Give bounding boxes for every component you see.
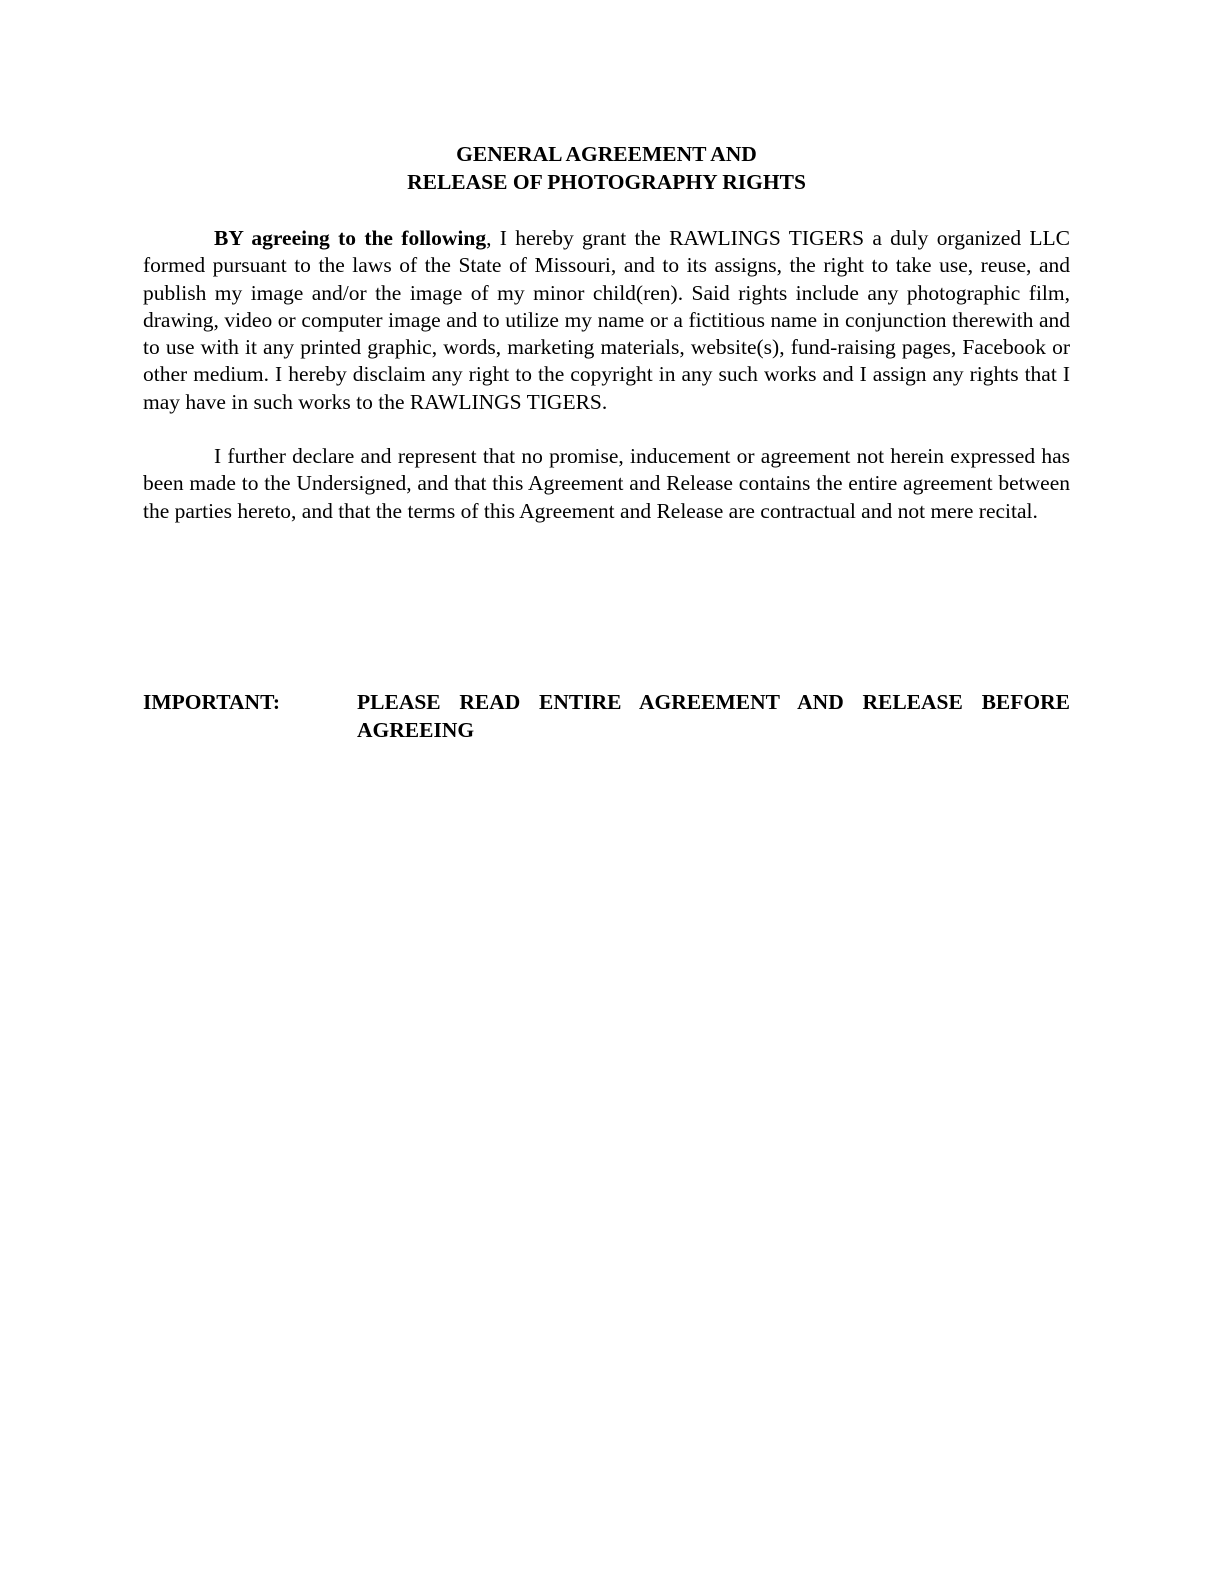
document-body [143, 140, 1070, 546]
grant-lead-bold: BY agreeing to the following [214, 226, 487, 250]
document-title [143, 140, 1070, 196]
important-label: IMPORTANT: [143, 690, 280, 714]
declaration-paragraph: I further declare and represent that no promise, inducement or agreement not herein expressed has been made to the Undersigned, and that this Agreement and Release contains the entire agreement between the parties hereto, and that the terms of this Agreement and Release are contractual and not mere recital. [143, 444, 1070, 523]
important-notice [143, 688, 1070, 744]
title-line-1: GENERAL AGREEMENT AND [456, 142, 757, 166]
important-text: PLEASE READ ENTIRE AGREEMENT AND RELEASE BEFORE AGREEING [357, 690, 1070, 742]
grant-paragraph [143, 225, 1070, 416]
title-line-2: RELEASE OF PHOTOGRAPHY RIGHTS [407, 170, 806, 194]
grant-text: , I hereby grant the RAWLINGS TIGERS a duly organized LLC formed pursuant to the laws of the State of Missouri, and to its assigns, the right to take use, reuse, and publish my image and/or the image of my minor child(ren). Said rights include any photographic film, drawing, video or computer image and to utilize my name or a fictitious name in conjunction therewith and to use with it any printed graphic, words, marketing materials, website(s), fund-raising pages, Facebook or other medium. I hereby disclaim any right to the copyright in any such works and I assign any rights that I may have in such works to the RAWLINGS TIGERS. [143, 226, 1070, 414]
